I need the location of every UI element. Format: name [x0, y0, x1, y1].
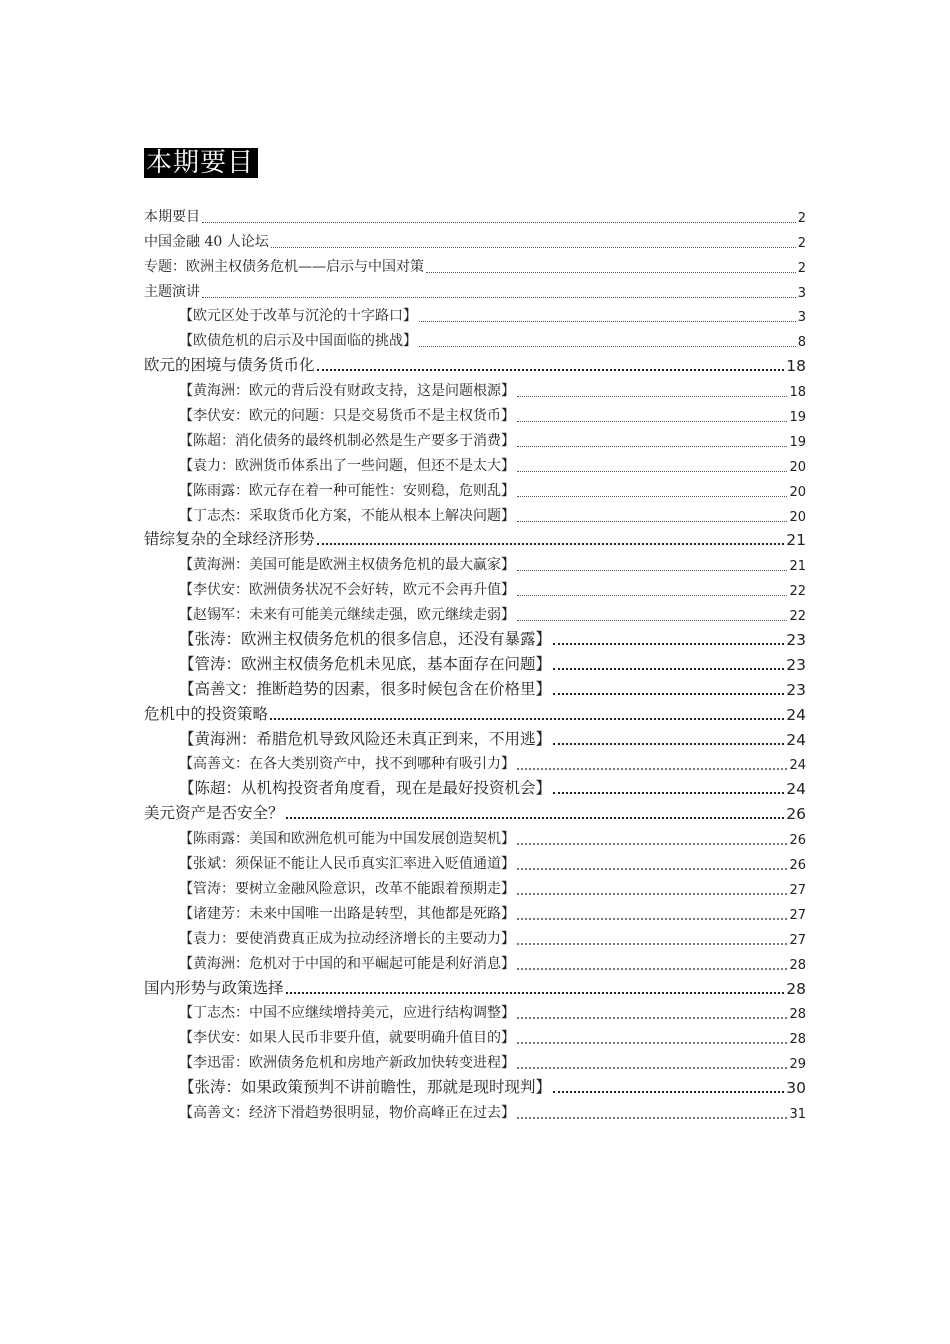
toc-entry[interactable] [144, 749, 806, 774]
toc-entry[interactable] [144, 574, 806, 599]
table-of-contents [144, 201, 806, 1122]
toc-entry-title[interactable]: 美元资产是否安全？ [144, 804, 284, 823]
toc-entry[interactable] [144, 1047, 806, 1072]
toc-entry[interactable] [144, 674, 806, 699]
toc-entry-title[interactable]: 本期要目 [144, 208, 200, 225]
toc-entry[interactable] [144, 1022, 806, 1047]
toc-entry[interactable] [144, 450, 806, 475]
toc-entry[interactable] [144, 649, 806, 674]
toc-entry-title[interactable]: 中国金融 40 人论坛 [144, 233, 269, 250]
toc-entry-page-number[interactable]: 8 [797, 335, 806, 351]
toc-entry-title[interactable]: 【陈雨露：美国和欧洲危机可能为中国发展创造契机】 [179, 831, 515, 848]
toc-leader-dots [517, 917, 787, 920]
toc-leader-dots [419, 320, 796, 322]
toc-entry-page-number[interactable]: 26 [786, 805, 806, 824]
toc-leader-dots [517, 842, 787, 845]
toc-entry-title[interactable]: 国内形势与政策选择 [144, 978, 284, 997]
toc-leader-dots [317, 542, 785, 545]
toc-entry-title[interactable]: 错综复杂的全球经济形势 [144, 530, 315, 549]
toc-entry[interactable] [144, 325, 806, 350]
toc-entry-title[interactable]: 【赵锡军：未来有可能美元继续走强，欧元继续走弱】 [179, 607, 515, 624]
toc-leader-dots [517, 1041, 787, 1044]
toc-entry[interactable] [144, 301, 806, 326]
toc-entry-page-number[interactable]: 2 [797, 260, 806, 276]
toc-entry[interactable] [144, 998, 806, 1023]
toc-entry-title[interactable]: 【陈超：消化债务的最终机制必然是生产要多于消费】 [179, 432, 515, 449]
toc-entry[interactable] [144, 525, 806, 550]
toc-entry[interactable] [144, 251, 806, 276]
toc-leader-dots [517, 520, 787, 522]
toc-entry[interactable] [144, 1097, 806, 1122]
toc-entry[interactable] [144, 848, 806, 873]
toc-entry-page-number[interactable]: 27 [789, 907, 806, 923]
toc-entry-title[interactable]: 主题演讲 [144, 283, 200, 300]
toc-entry-page-number[interactable]: 30 [786, 1079, 806, 1098]
toc-entry-page-number[interactable]: 2 [797, 210, 806, 226]
toc-entry-page-number[interactable]: 3 [797, 285, 806, 301]
toc-entry-page-number[interactable]: 24 [786, 780, 806, 799]
toc-leader-dots [517, 1016, 787, 1019]
toc-entry[interactable] [144, 400, 806, 425]
toc-entry[interactable] [144, 898, 806, 923]
toc-leader-dots [553, 642, 784, 645]
toc-entry-title[interactable]: 【高善文：在各大类别资产中，找不到哪种有吸引力】 [179, 756, 515, 773]
toc-leader-dots [553, 692, 784, 695]
toc-entry-title[interactable]: 【陈雨露：欧元存在着一种可能性：安则稳，危则乱】 [179, 482, 515, 499]
toc-entry-title[interactable]: 【袁力：欧洲货币体系出了一些问题，但还不是太大】 [179, 457, 515, 474]
toc-entry[interactable] [144, 699, 806, 724]
toc-entry-title[interactable]: 【丁志杰：采取货币化方案，不能从根本上解决问题】 [179, 507, 515, 524]
toc-entry-page-number[interactable]: 24 [786, 730, 806, 749]
toc-entry-title[interactable]: 【张斌：须保证不能让人民币真实汇率进入贬值通道】 [179, 856, 515, 873]
toc-entry-page-number[interactable]: 28 [789, 1007, 806, 1023]
toc-entry[interactable] [144, 873, 806, 898]
toc-entry[interactable] [144, 923, 806, 948]
toc-entry-title[interactable]: 【陈超：从机构投资者角度看，现在是最好投资机会】 [179, 779, 552, 798]
toc-leader-dots [517, 619, 787, 621]
toc-entry-page-number[interactable]: 2 [797, 235, 806, 251]
toc-entry-page-number[interactable]: 26 [789, 858, 806, 874]
toc-entry[interactable] [144, 375, 806, 400]
toc-entry-title[interactable]: 【高善文：经济下滑趋势很明显，物价高峰正在过去】 [179, 1104, 515, 1121]
toc-entry[interactable] [144, 773, 806, 798]
toc-leader-dots [517, 942, 787, 945]
toc-entry[interactable] [144, 823, 806, 848]
toc-entry-title[interactable]: 【张涛：如果政策预判不讲前瞻性，那就是现时现判】 [179, 1078, 552, 1097]
toc-entry[interactable] [144, 724, 806, 749]
toc-entry-title[interactable]: 【高善文：推断趋势的因素，很多时候包含在价格里】 [179, 679, 552, 698]
toc-entry-title[interactable]: 【丁志杰：中国不应继续增持美元，应进行结构调整】 [179, 1005, 515, 1022]
toc-entry-page-number[interactable]: 24 [789, 758, 806, 774]
toc-entry-page-number[interactable]: 28 [789, 1032, 806, 1048]
toc-entry[interactable] [144, 973, 806, 998]
toc-entry[interactable] [144, 276, 806, 301]
toc-entry[interactable] [144, 599, 806, 624]
toc-entry-title[interactable]: 【李伏安：欧元的问题：只是交易货币不是主权货币】 [179, 408, 515, 425]
toc-entry-title[interactable]: 【黄海洲：危机对于中国的和平崛起可能是利好消息】 [179, 955, 515, 972]
toc-leader-dots [271, 246, 796, 248]
toc-entry[interactable] [144, 1072, 806, 1097]
toc-leader-dots [517, 445, 787, 447]
toc-entry-title[interactable]: 【欧元区处于改革与沉沦的十字路口】 [179, 308, 417, 325]
toc-entry-title[interactable]: 【黄海洲：美国可能是欧洲主权债务危机的最大赢家】 [179, 557, 515, 574]
toc-entry-page-number[interactable]: 22 [789, 584, 806, 600]
toc-entry-page-number[interactable]: 31 [789, 1106, 806, 1122]
toc-entry-page-number[interactable]: 27 [789, 932, 806, 948]
toc-entry-page-number[interactable]: 26 [789, 833, 806, 849]
toc-entry-title[interactable]: 【管涛：欧洲主权债务危机未见底，基本面存在问题】 [179, 654, 552, 673]
toc-entry-title[interactable]: 欧元的困境与债务货币化 [144, 356, 315, 375]
toc-entry[interactable] [144, 798, 806, 823]
toc-leader-dots [517, 767, 787, 770]
toc-entry-page-number[interactable]: 20 [789, 484, 806, 500]
toc-entry-page-number[interactable]: 21 [786, 531, 806, 550]
toc-entry-page-number[interactable]: 3 [797, 310, 806, 326]
toc-leader-dots [419, 345, 796, 347]
toc-entry[interactable] [144, 475, 806, 500]
toc-leader-dots [517, 1116, 787, 1119]
toc-entry-page-number[interactable]: 22 [789, 609, 806, 625]
toc-entry[interactable] [144, 226, 806, 251]
toc-entry-page-number[interactable]: 28 [786, 979, 806, 998]
toc-entry-title[interactable]: 【诸建芳：未来中国唯一出路是转型，其他都是死路】 [179, 905, 515, 922]
toc-entry-title[interactable]: 【欧债危机的启示及中国面临的挑战】 [179, 333, 417, 350]
toc-entry-page-number[interactable]: 28 [789, 957, 806, 973]
toc-leader-dots [553, 791, 784, 794]
toc-entry-title[interactable]: 专题：欧洲主权债务危机——启示与中国对策 [144, 258, 424, 275]
toc-entry-page-number[interactable]: 27 [789, 882, 806, 898]
toc-leader-dots [286, 816, 785, 819]
toc-leader-dots [517, 569, 787, 571]
toc-entry-title[interactable]: 【管涛：要树立金融风险意识，改革不能跟着预期走】 [179, 880, 515, 897]
toc-leader-dots [202, 296, 796, 298]
toc-leader-dots [270, 717, 784, 720]
toc-leader-dots [553, 667, 784, 670]
toc-leader-dots [517, 892, 787, 895]
toc-entry-page-number[interactable]: 23 [786, 655, 806, 674]
page-title: 本期要目 [144, 148, 258, 178]
toc-leader-dots [517, 967, 787, 970]
toc-leader-dots [317, 368, 785, 371]
toc-entry[interactable] [144, 948, 806, 973]
toc-entry-page-number[interactable]: 29 [789, 1057, 806, 1073]
toc-entry[interactable] [144, 201, 806, 226]
toc-entry-page-number[interactable]: 23 [786, 631, 806, 650]
toc-leader-dots [517, 594, 787, 596]
toc-entry-title[interactable]: 【李迅雷：欧洲债务危机和房地产新政加快转变进程】 [179, 1055, 515, 1072]
toc-leader-dots [517, 867, 787, 870]
toc-entry-page-number[interactable]: 19 [789, 434, 806, 450]
toc-entry-page-number[interactable]: 20 [789, 509, 806, 525]
toc-leader-dots [517, 395, 787, 397]
toc-entry-title[interactable]: 【黄海洲：希腊危机导致风险还未真正到来，不用逃】 [179, 729, 552, 748]
toc-leader-dots [517, 495, 787, 497]
toc-entry[interactable] [144, 624, 806, 649]
toc-leader-dots [517, 1066, 787, 1069]
toc-leader-dots [517, 470, 787, 472]
toc-entry-page-number[interactable]: 20 [789, 459, 806, 475]
toc-entry-page-number[interactable]: 18 [789, 385, 806, 401]
toc-entry-page-number[interactable]: 23 [786, 680, 806, 699]
toc-leader-dots [286, 991, 785, 994]
toc-leader-dots [202, 221, 796, 223]
toc-entry-page-number[interactable]: 18 [786, 357, 806, 376]
toc-entry[interactable] [144, 350, 806, 375]
toc-entry-page-number[interactable]: 21 [789, 559, 806, 575]
toc-entry-title[interactable]: 【张涛：欧洲主权债务危机的很多信息，还没有暴露】 [179, 630, 552, 649]
toc-entry-title[interactable]: 危机中的投资策略 [144, 704, 269, 723]
toc-entry[interactable] [144, 425, 806, 450]
toc-leader-dots [553, 1090, 784, 1093]
toc-entry-page-number[interactable]: 24 [786, 705, 806, 724]
toc-entry-page-number[interactable]: 19 [789, 410, 806, 426]
toc-leader-dots [426, 271, 796, 273]
toc-entry-title[interactable]: 【袁力：要使消费真正成为拉动经济增长的主要动力】 [179, 930, 515, 947]
toc-leader-dots [553, 742, 784, 745]
toc-entry[interactable] [144, 549, 806, 574]
toc-leader-dots [517, 420, 787, 422]
toc-entry-title[interactable]: 【李伏安：如果人民币非要升值，就要明确升值目的】 [179, 1030, 515, 1047]
toc-entry-title[interactable]: 【李伏安：欧洲债务状况不会好转，欧元不会再升值】 [179, 582, 515, 599]
toc-entry-title[interactable]: 【黄海洲：欧元的背后没有财政支持，这是问题根源】 [179, 383, 515, 400]
toc-entry[interactable] [144, 500, 806, 525]
